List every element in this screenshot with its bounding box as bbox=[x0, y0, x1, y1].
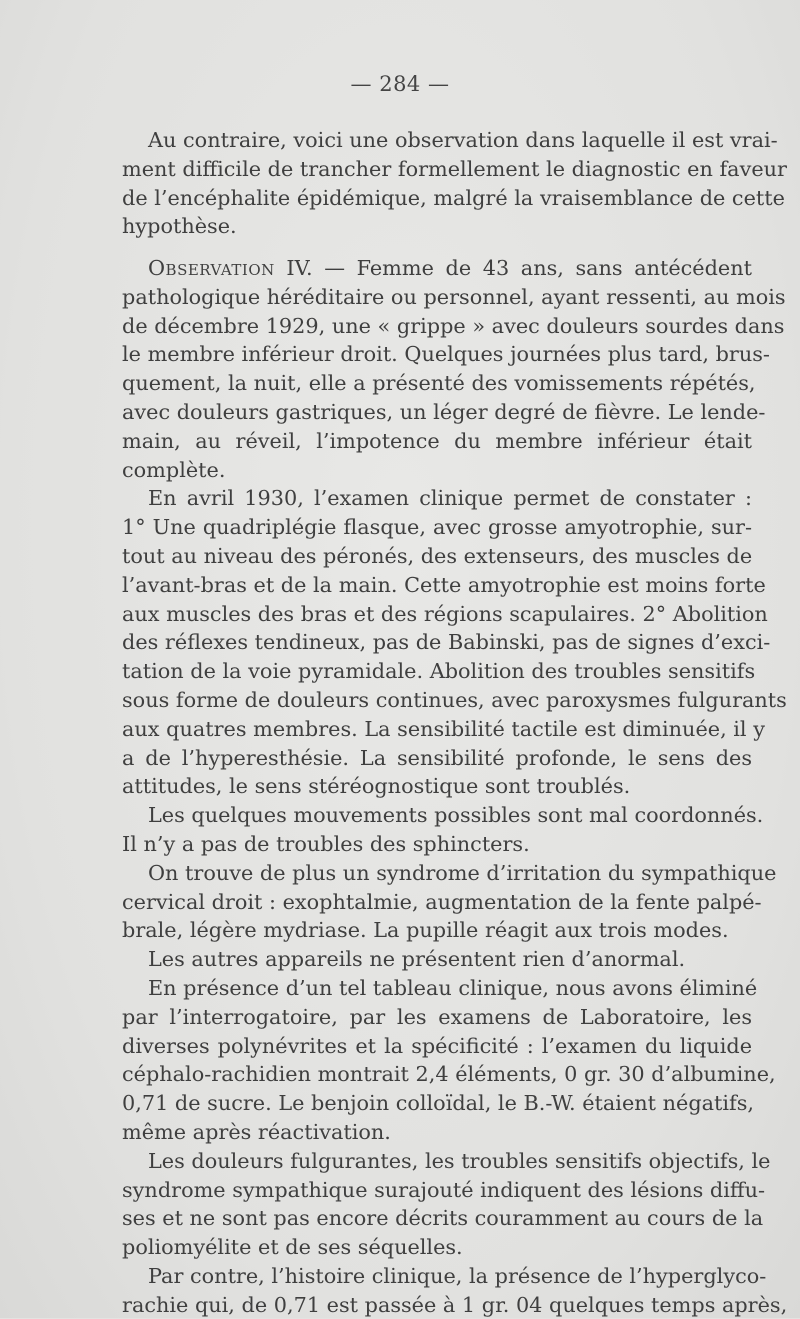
text-line: sous forme de douleurs continues, avec paroxysmes fulgurants bbox=[122, 687, 787, 712]
text-line: l’avant-bras et de la main. Cette amyotrophie est moins forte bbox=[122, 572, 766, 597]
text-line: tout au niveau des péronés, des extenseurs, des muscles de bbox=[122, 543, 753, 568]
text-line: On trouve de plus un syndrome d’irritation du sympathique bbox=[148, 860, 777, 885]
text-line: attitudes, le sens stéréognostique sont troublés. bbox=[122, 774, 631, 799]
observation-heading: Observation bbox=[148, 256, 275, 280]
text-line: ment difficile de trancher formellement le diagnostic en faveur bbox=[122, 156, 787, 181]
text-line: poliomyélite et de ses séquelles. bbox=[122, 1235, 463, 1260]
text-line: diverses polynévrites et la spécificité : l’examen du liquide bbox=[122, 1033, 752, 1058]
text-line: Par contre, l’histoire clinique, la présence de l’hyperglyco- bbox=[148, 1263, 767, 1288]
text-line: céphalo-rachidien montrait 2,4 éléments, 0 gr. 30 d’albumine, bbox=[122, 1062, 776, 1087]
text-line: même après réactivation. bbox=[122, 1119, 391, 1144]
text-line: le membre inférieur droit. Quelques journées plus tard, brus- bbox=[122, 342, 770, 367]
text-line: de décembre 1929, une « grippe » avec douleurs sourdes dans bbox=[122, 313, 785, 338]
text-line: aux quatres membres. La sensibilité tactile est diminuée, il y bbox=[122, 716, 765, 741]
text-line: En avril 1930, l’examen clinique permet de constater : bbox=[148, 486, 752, 511]
text-line: quement, la nuit, elle a présenté des vomissements répétés, bbox=[122, 371, 756, 396]
text-line: 1° Une quadriplégie flasque, avec grosse amyotrophie, sur- bbox=[122, 515, 752, 540]
text-line: a de l’hyperesthésie. La sensibilité profonde, le sens des bbox=[122, 745, 752, 770]
text-line: 0,71 de sucre. Le benjoin colloïdal, le B.-W. étaient négatifs, bbox=[122, 1091, 755, 1116]
intro-paragraph bbox=[122, 126, 787, 241]
text-line: hypothèse. bbox=[122, 214, 237, 239]
text-line: complète. bbox=[122, 457, 226, 482]
text-line: Les autres appareils ne présentent rien d’anormal. bbox=[148, 947, 686, 972]
text-line: de l’encéphalite épidémique, malgré la vraisemblance de cette bbox=[122, 185, 785, 210]
text-line: cervical droit : exophtalmie, augmentation de la fente palpé- bbox=[122, 889, 762, 914]
text-line: En présence d’un tel tableau clinique, nous avons éliminé bbox=[148, 975, 758, 1000]
text-line: Il n’y a pas de troubles des sphincters. bbox=[122, 831, 530, 856]
text-line: rachie qui, de 0,71 est passée à 1 gr. 04 quelques temps après, bbox=[122, 1292, 788, 1317]
text-line: avec douleurs gastriques, un léger degré de fièvre. Le lende- bbox=[122, 399, 766, 424]
text-line: syndrome sympathique surajouté indiquent des lésions diffu- bbox=[122, 1177, 766, 1202]
observation-numeral: IV. bbox=[286, 256, 313, 280]
text-line: tation de la voie pyramidale. Abolition des troubles sensitifs bbox=[122, 659, 756, 684]
observation-section bbox=[122, 254, 788, 1319]
text-line: Les douleurs fulgurantes, les troubles sensitifs objectifs, le bbox=[148, 1148, 771, 1173]
page-number: — 284 — bbox=[350, 72, 450, 96]
text-line: par l’interrogatoire, par les examens de Laboratoire, les bbox=[122, 1004, 752, 1029]
text-line: ses et ne sont pas encore décrits couramment au cours de la bbox=[122, 1206, 764, 1231]
text-line: des réflexes tendineux, pas de Babinski, pas de signes d’exci- bbox=[122, 630, 771, 655]
text-line: brale, légère mydriase. La pupille réagit aux trois modes. bbox=[122, 918, 729, 943]
text-line: main, au réveil, l’impotence du membre inférieur était bbox=[122, 428, 752, 453]
observation-heading-line bbox=[122, 254, 752, 283]
text-line: aux muscles des bras et des régions scapulaires. 2° Abolition bbox=[122, 601, 768, 626]
text-line: Les quelques mouvements possibles sont mal coordonnés. bbox=[148, 803, 764, 828]
observation-first-line: — Femme de 43 ans, sans antécédent bbox=[324, 256, 752, 280]
text-line: pathologique héréditaire ou personnel, ayant ressenti, au mois bbox=[122, 284, 786, 309]
text-line: Au contraire, voici une observation dans laquelle il est vrai- bbox=[148, 128, 778, 152]
